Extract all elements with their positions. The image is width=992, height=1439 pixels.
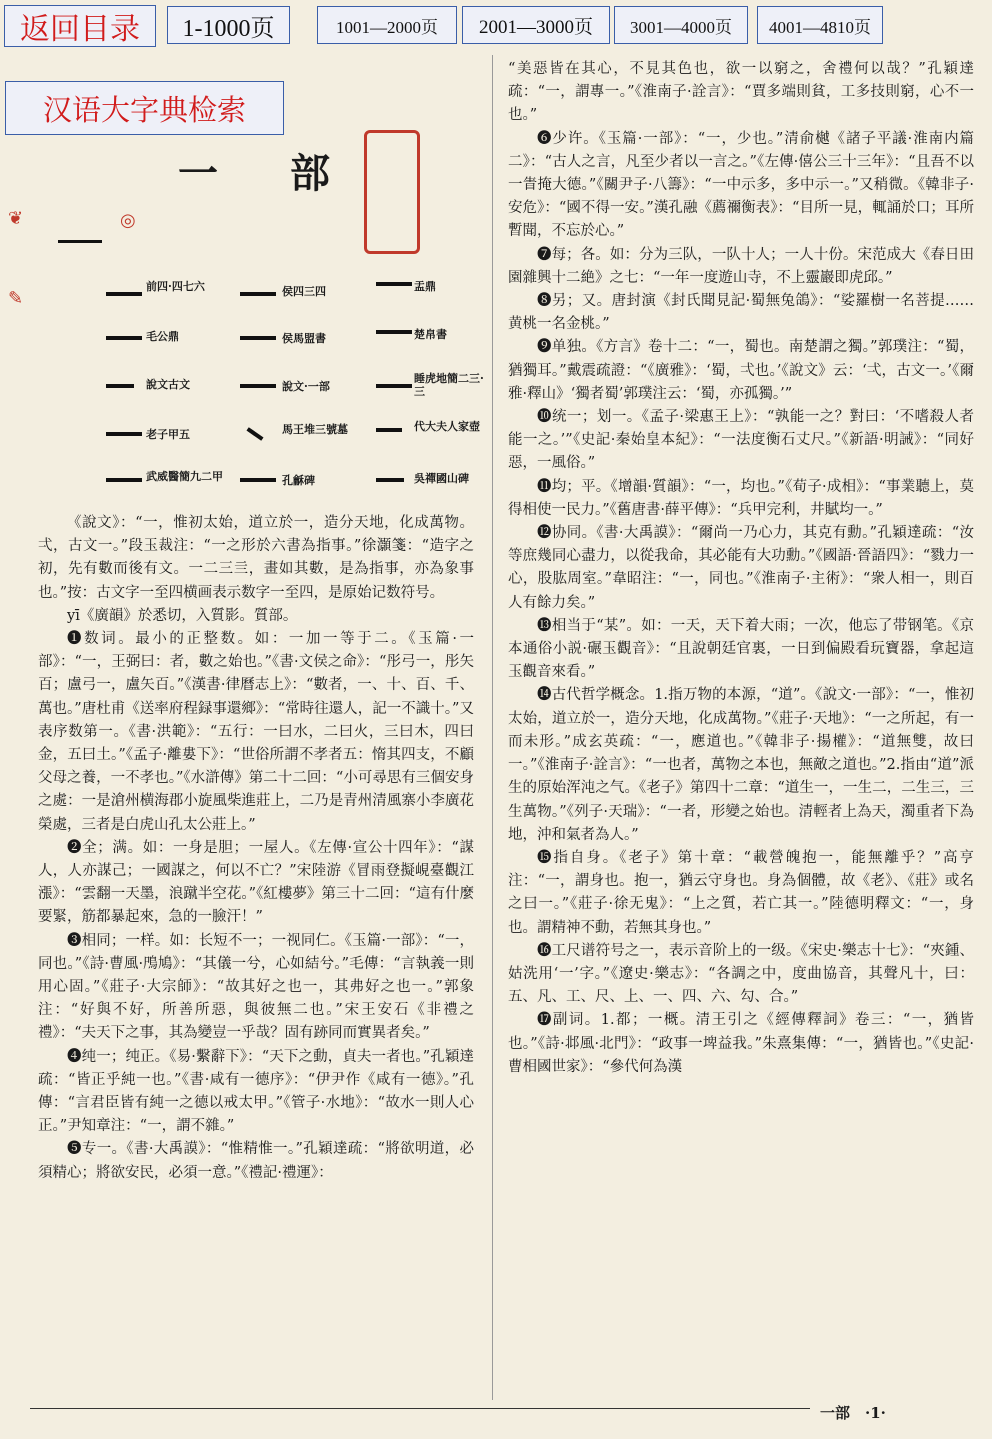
paragraph: ❾单独。《方言》卷十二：“一，蜀也。南楚謂之獨。”郭璞注：“蜀，猶獨耳。”戴震疏證：“《廣雅》：‘蜀，弌也。’《說文》云：‘弌，古文一。’《爾雅·釋山》‘獨者蜀’郭璞注云：‘蜀，亦孤獨。’” [508, 339, 974, 402]
column-divider [492, 55, 493, 1400]
back-to-contents-button[interactable]: 返回目录 [4, 5, 156, 47]
glyph-form [240, 292, 276, 296]
glyph-form [376, 428, 402, 432]
glyph-form [246, 427, 263, 441]
glyph-form [106, 292, 142, 296]
paragraph: ❺专一。《書·大禹謨》：“惟精惟一。”孔穎達疏：“將欲明道，必須精心；將欲安民，必須一意。”《禮記·禮運》： [38, 1141, 474, 1181]
paragraph: ❽另；又。唐封演《封氏聞見記·蜀無兔鴿》：“娑羅樹一名菩提……黄桃一名金桃。” [508, 293, 974, 333]
glyph-form [106, 478, 142, 482]
glyph-form [240, 384, 276, 388]
paragraph: ❸相同；一样。如：长短不一；一视同仁。《玉篇·一部》：“一，同也。”《詩·曹風·鳲鳩》：“其儀一兮，心如結兮。”毛傳：“言執義一則用心固。”《莊子·大宗師》：“故其好之也一，其弗好之也一。”郭象注：“好與不好，所善所惡，與彼無二也。”宋王安石《非禮之禮》：“夫天下之事，其為變豈一乎哉？固有跡同而實異者矣。” [38, 932, 474, 1042]
margin-annotation: ✎ [8, 288, 24, 309]
glyph-source-label: 說文·一部 [282, 380, 330, 393]
paragraph: ⓯指自身。《老子》第十章：“載營魄抱一，能無離乎？”高亨注：“一，謂身也。抱一，猶云守身也。身為個體，故《老》、《莊》或名之曰一。”《莊子·徐无鬼》：“上之質，若亡其一。”陸德明釋文：“一，身也。謂精神不動，若無其身也。” [508, 849, 974, 936]
glyph-source-label: 說文古文 [146, 378, 190, 391]
glyph-source-label: 楚帛書 [414, 328, 447, 341]
paragraph: yī《廣韻》於悉切，入質影。質部。 [67, 607, 298, 624]
glyph-source-label: 前四·四七六 [146, 280, 205, 293]
glyph-source-label: 孔龢碑 [282, 474, 315, 487]
paragraph: ⓱副词。1.都；一概。清王引之《經傳釋詞》卷三：“一，猶皆也。”《詩·邶風·北門》：“政事一埤益我。”朱熹集傳：“一，猶皆也。”《史記·曹相國世家》：“參代何為漢 [508, 1012, 974, 1075]
paragraph: ❷全；满。如：一身是胆；一屋人。《左傳·宣公十四年》：“謀人，人亦謀己；一國謀之，何以不亡？”宋陸游《冒雨登擬峴臺觀江漲》：“雲翻一天墨，浪蹴半空花。”《紅樓夢》第三十二回：“這有什麼要緊，筋都暴起來，急的一臉汗！” [38, 839, 474, 926]
glyph-form [376, 282, 412, 286]
margin-annotation: ❦ [8, 208, 24, 229]
paragraph: ❼每；各。如：分为三队，一队十人；一人十份。宋范成大《春日田園雜興十二絶》之七：“一年一度遊山寺，不上靈巖即虎邱。” [508, 246, 974, 286]
glyph-source-label: 侯四三四 [282, 285, 326, 298]
paragraph: ⓫均；平。《增韻·質韻》：“一，均也。”《荀子·成相》：“事業聽上，莫得相使一民力。”《舊唐書·薛平傳》：“兵甲完利，井賦均一。” [508, 478, 974, 518]
paragraph: ⓬协同。《書·大禹謨》：“爾尚一乃心力，其克有勳。”孔穎達疏：“汝等庶幾同心盡力，以從我命，其必能有大功勳。”《國語·晉語四》：“戮力一心，股肱周室。”韋昭注：“一，同也。”《淮南子·主術》：“衆人相一，則百人有餘力矣。” [508, 525, 974, 611]
head-character-yi [58, 240, 102, 243]
glyph-source-label: 馬王堆三號墓 [282, 423, 348, 436]
pages-1001-2000-link[interactable]: 1001—2000页 [317, 6, 457, 44]
pages-1-1000-link[interactable]: 1-1000页 [167, 6, 290, 44]
glyph-source-label: 睡虎地簡二三·三 [414, 372, 484, 398]
glyph-source-label: 盂鼎 [414, 280, 436, 293]
glyph-source-label: 老子甲五 [146, 428, 190, 441]
pages-4001-4810-link[interactable]: 4001—4810页 [757, 6, 883, 44]
glyph-source-label: 毛公鼎 [146, 330, 179, 343]
pages-2001-3000-link[interactable]: 2001—3000页 [462, 6, 610, 44]
paragraph: ❻少许。《玉篇·一部》：“一，少也。”清俞樾《諸子平議·淮南内篇二》：“古人之言，凡至少者以一言之。”《左傳·僖公三十三年》：“且吾不以一眚掩大德。”《關尹子·八籌》：“一中示多，多中示一。”又稍微。《韓非子·安危》：“國不得一安。”漢孔融《薦禰衡表》：“目所一見，輒誦於口；耳所暫聞，不忘於心。” [508, 130, 974, 240]
glyph-source-label: 侯馬盟書 [282, 332, 326, 345]
left-column [38, 512, 474, 1185]
paragraph: ⓮古代哲学概念。1.指万物的本源，“道”。《說文·一部》：“一，惟初太始，道立於一，造分天地，化成萬物。”《莊子·天地》：“一之所起，有一而未形。”成玄英疏：“一，應道也。”《韓非子·揚權》：“道無雙，故曰一。”《淮南子·詮言》：“一也者，萬物之本也，無敵之道也。”2.指由“道”派生的原始浑沌之气。《老子》第四十二章：“道生一，一生二，二生三，三生萬物。”《列子·天瑞》：“一者，形變之始也。清輕者上為天，濁重者下為地，沖和氣者為人。” [508, 687, 974, 843]
glyph-source-label: 代大夫人家壺 [414, 420, 480, 433]
glyph-form [106, 384, 134, 388]
dictionary-search-button[interactable]: 汉语大字典检索 [5, 81, 284, 135]
glyph-source-label: 吳禪國山碑 [414, 472, 469, 485]
right-column [508, 58, 974, 1079]
page-title: 一部 [178, 150, 402, 197]
paragraph: 《說文》：“一，惟初太始，道立於一，造分天地，化成萬物。弌，古文一。”段玉裁注：“一之形於六書為指事。”徐灝箋：“造字之初，先有數而後有文。一二三亖，畫如其數，是為指事，亦為象事也。”按：古文字一至四横画表示数字一至四，是原始记数符号。 [38, 515, 474, 601]
paragraph: ❿统一；划一。《孟子·梁惠王上》：“孰能一之？對曰：‘不嗜殺人者能一之。’”《史記·秦始皇本紀》：“一法度衡石丈尺。”《新語·明誡》：“同好惡，一風俗。” [508, 409, 974, 472]
glyph-source-label: 武威醫簡九二甲 [146, 470, 223, 483]
glyph-form [106, 432, 142, 436]
paragraph: ❶数词。最小的正整数。如：一加一等于二。《玉篇·一部》：“一，王弼曰：者，數之始也。”《書·文侯之命》：“彤弓一，彤矢百；盧弓一，盧矢百。”《漢書·律曆志上》：“數者，一、十、百、千、萬也。”唐杜甫《送率府程録事還鄉》：“常時往還人，記一不識十。”又表序数第一。《書·洪範》：“五行：一曰水，二曰火，三曰木，四曰金，五曰土。”《孟子·離婁下》：“世俗所謂不孝者五：惰其四支，不顧父母之養，一不孝也。”《水滸傳》第二十二回：“小可尋思有三個安身之處：一是滄州横海郡小旋風柴進莊上，二乃是青州清風寨小李廣花榮處，三者是白虎山孔太公莊上。” [38, 631, 474, 833]
red-seal-stamp [364, 130, 420, 254]
paragraph: ⓰工尺谱符号之一，表示音阶上的一级。《宋史·樂志十七》：“夾鍾、姑洗用‘一’字。”《遼史·樂志》：“各調之中，度曲協音，其聲凡十，曰：五、凡、工、尺、上、一、四、六、勾、合。” [508, 942, 974, 1006]
margin-annotation: ◎ [120, 210, 136, 231]
page-footer: 一部 ·1· [820, 1404, 886, 1422]
glyph-form [106, 336, 142, 340]
footer-rule [30, 1408, 810, 1409]
paragraph: ⓭相当于“某”。如：一天，天下着大雨；一次，他忘了带钢笔。《京本通俗小説·碾玉觀音》：“且說朝廷官裏，一日到偏殿看玩寶器，拿起這玉觀音來看。” [508, 617, 974, 681]
glyph-form [240, 336, 276, 340]
paragraph: “美惡皆在其心，不見其色也，欲一以窮之，舍禮何以哉？”孔穎達疏：“一，謂專一。”《淮南子·詮言》：“賈多端則貧，工多技則窮，心不一也。” [508, 61, 974, 124]
glyph-form [376, 384, 412, 388]
paragraph: ❹纯一；纯正。《易·繫辭下》：“天下之動，貞夫一者也。”孔穎達疏：“皆正乎純一也。”《書·咸有一德序》：“伊尹作《咸有一德》。”孔傳：“言君臣皆有純一之德以戒太甲。”《管子·水地》：“故水一則人心正。”尹知章注：“一，謂不雜。” [38, 1048, 474, 1135]
glyph-form [240, 478, 276, 482]
glyph-form [376, 478, 404, 482]
glyph-form [376, 330, 412, 334]
pages-3001-4000-link[interactable]: 3001—4000页 [614, 6, 748, 44]
